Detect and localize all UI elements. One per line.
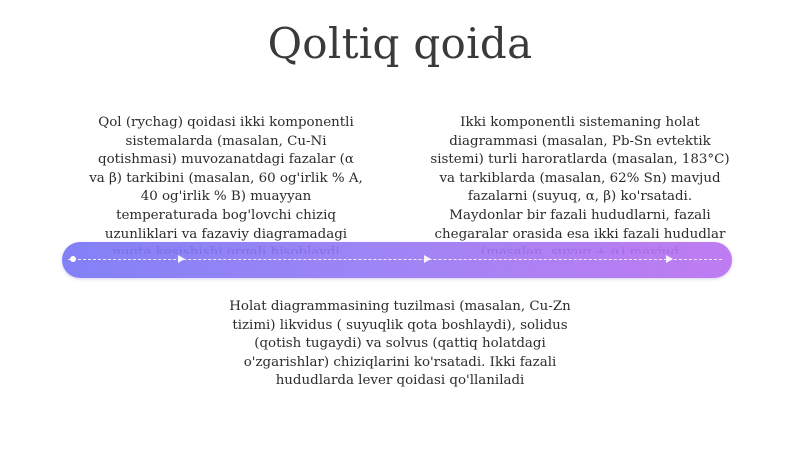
timeline-bar [62,242,732,278]
arrow-right-icon [666,255,673,263]
text-block-phase-diagram: Ikki komponentli sistemaning holat diagrammasi (masalan, Pb-Sn evtektik sistemi) turli haroratlarda (masalan, 183°C) va tarkiblarda (masalan, 62% Sn) mavjud fazalarni (suyuq, α, β) ko'rsatadi. Maydonlar bir fazali hududlarni, fazali chegaralar orasida esa ikki fazali hududlar [430,115,730,242]
timeline-dashed-line [68,259,722,260]
text-block-lever-rule: Qol (rychag) qoidasi ikki komponentli sistemalarda (masalan, Cu-Ni qotishmasi) muvozanatdagi fazalar (α va β) tarkibini (masalan, 60 og'irlik % A, 40 og'irlik % B) muayyan temperaturada bog'lovchi chiziq uzunliklari va fazaviy diagramadagi [89,115,363,242]
arrow-right-icon [424,255,431,263]
timeline-start-dot [70,256,76,262]
slide-title: Qoltiq qoida [267,19,533,68]
text-block-diagram-structure: Holat diagrammasining tuzilmasi (masalan, Cu-Zn tizimi) likvidus ( suyuqlik qota boshlaydi), solidus (qotish tugaydi) va solvus (qattiq holatdagi o'zgarishlar) chiziqlarini ko'rsatadi. Ikki fazali hududlarda lever qoidasi qo'llaniladi [229,299,571,389]
arrow-right-icon [178,255,185,263]
